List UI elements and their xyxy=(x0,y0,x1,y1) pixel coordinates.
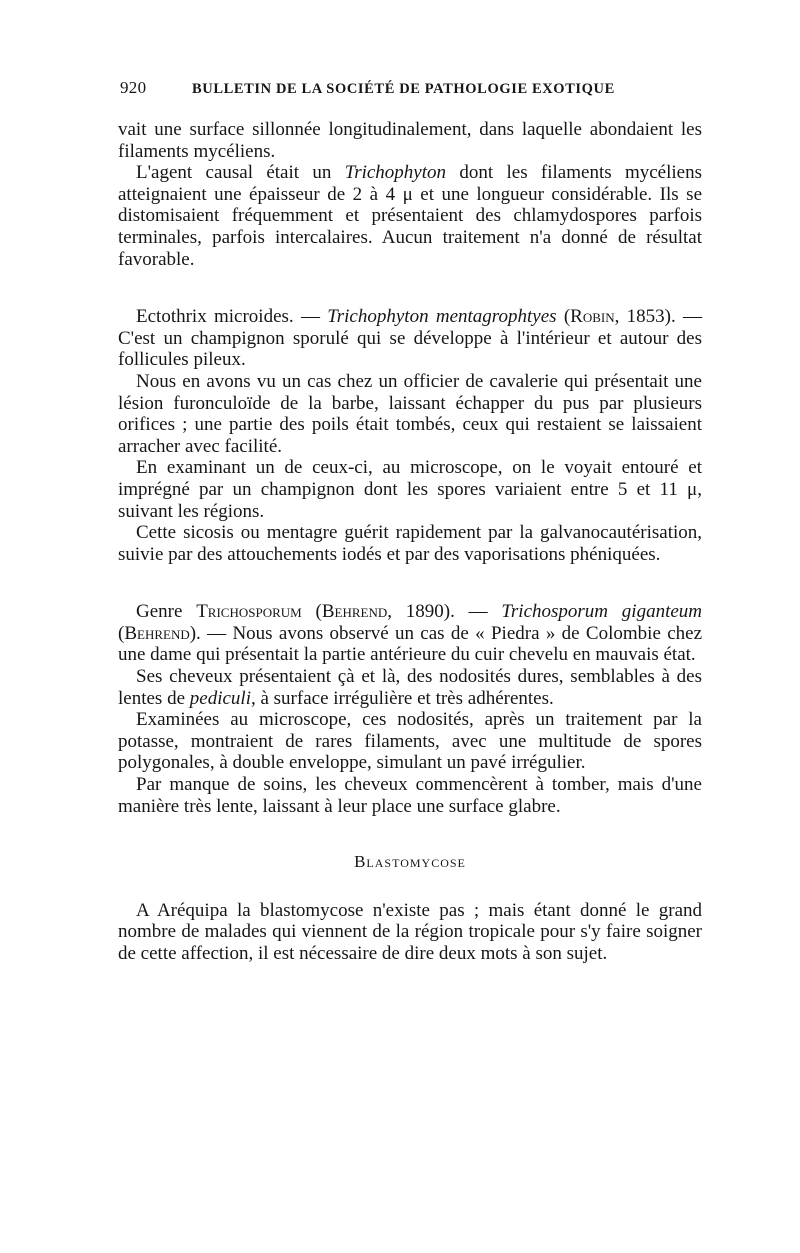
taxon-name: pediculi xyxy=(189,687,251,709)
text-run: Ses cheveux présentaient çà et là, des nodosités dures, semblables à des lentes de xyxy=(118,666,702,709)
text-run: , 1890). — xyxy=(387,601,502,623)
paragraph-2 xyxy=(118,162,702,270)
running-header xyxy=(120,78,710,98)
paragraph-5: En examinant un de ceux-ci, au microscope, on le voyait entouré et imprégné par un champignon dont les spores variaient entre 5 et 11 μ, suivant les régions. xyxy=(118,457,702,522)
section-heading: Blastomycose xyxy=(354,852,466,872)
article-body xyxy=(118,119,702,965)
author-name: Robin xyxy=(570,306,615,328)
text-run: ). — Nous avons observé un cas de « Piedra » de Colombie chez une dame qui présentait la partie antérieure du cuir chevelu en mauvais état. xyxy=(118,622,702,666)
text-run: , à surface irrégulière et très adhérentes. xyxy=(250,687,554,709)
paragraph-4: Nous en avons vu un cas chez un officier de cavalerie qui présentait une lésion furonculoïde de la barbe, laissant échapper du pus par plusieurs orifices ; une partie des poils était tombés, ceux qui restaient se laissaient arracher avec facilité. xyxy=(118,370,702,457)
page-number: 920 xyxy=(120,78,147,97)
paragraph-9: Examinées au microscope, ces nodosités, après un traitement par la potasse, montraient de rares filaments, avec une multitude de spores polygonales, à double enveloppe, simulant un pavé irrégulier. xyxy=(118,709,702,774)
paragraph-10: Par manque de soins, les cheveux commencèrent à tomber, mais d'une manière très lente, laissant à leur place une surface glabre. xyxy=(118,774,702,817)
text-run: L'agent causal était un xyxy=(136,162,345,184)
text-run: ( xyxy=(556,306,571,328)
text-run: ( xyxy=(118,622,125,644)
paragraph-7 xyxy=(118,601,702,666)
paragraph-6: Cette sicosis ou mentagre guérit rapidement par la galvanocautérisation, suivie par des attouchements iodés et par des vaporisations phéniquées. xyxy=(118,522,702,565)
text-run: Genre xyxy=(136,601,197,623)
paragraph-3 xyxy=(118,306,702,371)
text-run: dont les filaments mycéliens atteignaient une épaisseur de 2 à 4 μ et une longueur considérable. Ils se distomisaient fréquemment et présentaient des chlamydospores parfois terminales, parfois intercalaires. Aucun traitement n'a donné de résultat favorable. xyxy=(118,162,702,270)
text-run: Ectothrix microides. — xyxy=(136,306,328,328)
taxon-name: Trichophyton mentagrophtyes xyxy=(327,306,557,328)
taxon-name: Trichophyton xyxy=(344,162,447,184)
genus-name: Trichosporum xyxy=(196,601,302,623)
author-name: Behrend xyxy=(321,601,388,623)
taxon-name: Trichosporum giganteum xyxy=(501,601,703,623)
author-name: Behrend xyxy=(124,622,190,644)
paragraph-8 xyxy=(118,666,702,709)
paragraph-11: A Aréquipa la blastomycose n'existe pas ; mais étant donné le grand nombre de malades qui viennent de la région tropicale pour s'y faire soigner de cette affection, il est nécessaire de dire deux mots à son sujet. xyxy=(118,899,702,964)
spacer xyxy=(118,270,702,306)
running-title: BULLETIN DE LA SOCIÉTÉ DE PATHOLOGIE EXOTIQUE xyxy=(192,81,615,97)
text-run: , 1853). — C'est un champignon sporulé qui se développe à l'intérieur et autour des follicules pileux. xyxy=(118,306,703,371)
text-run: ( xyxy=(301,601,322,623)
spacer xyxy=(118,565,702,601)
paragraph-1: vait une surface sillonnée longitudinalement, dans laquelle abondaient les filaments mycéliens. xyxy=(118,119,702,162)
